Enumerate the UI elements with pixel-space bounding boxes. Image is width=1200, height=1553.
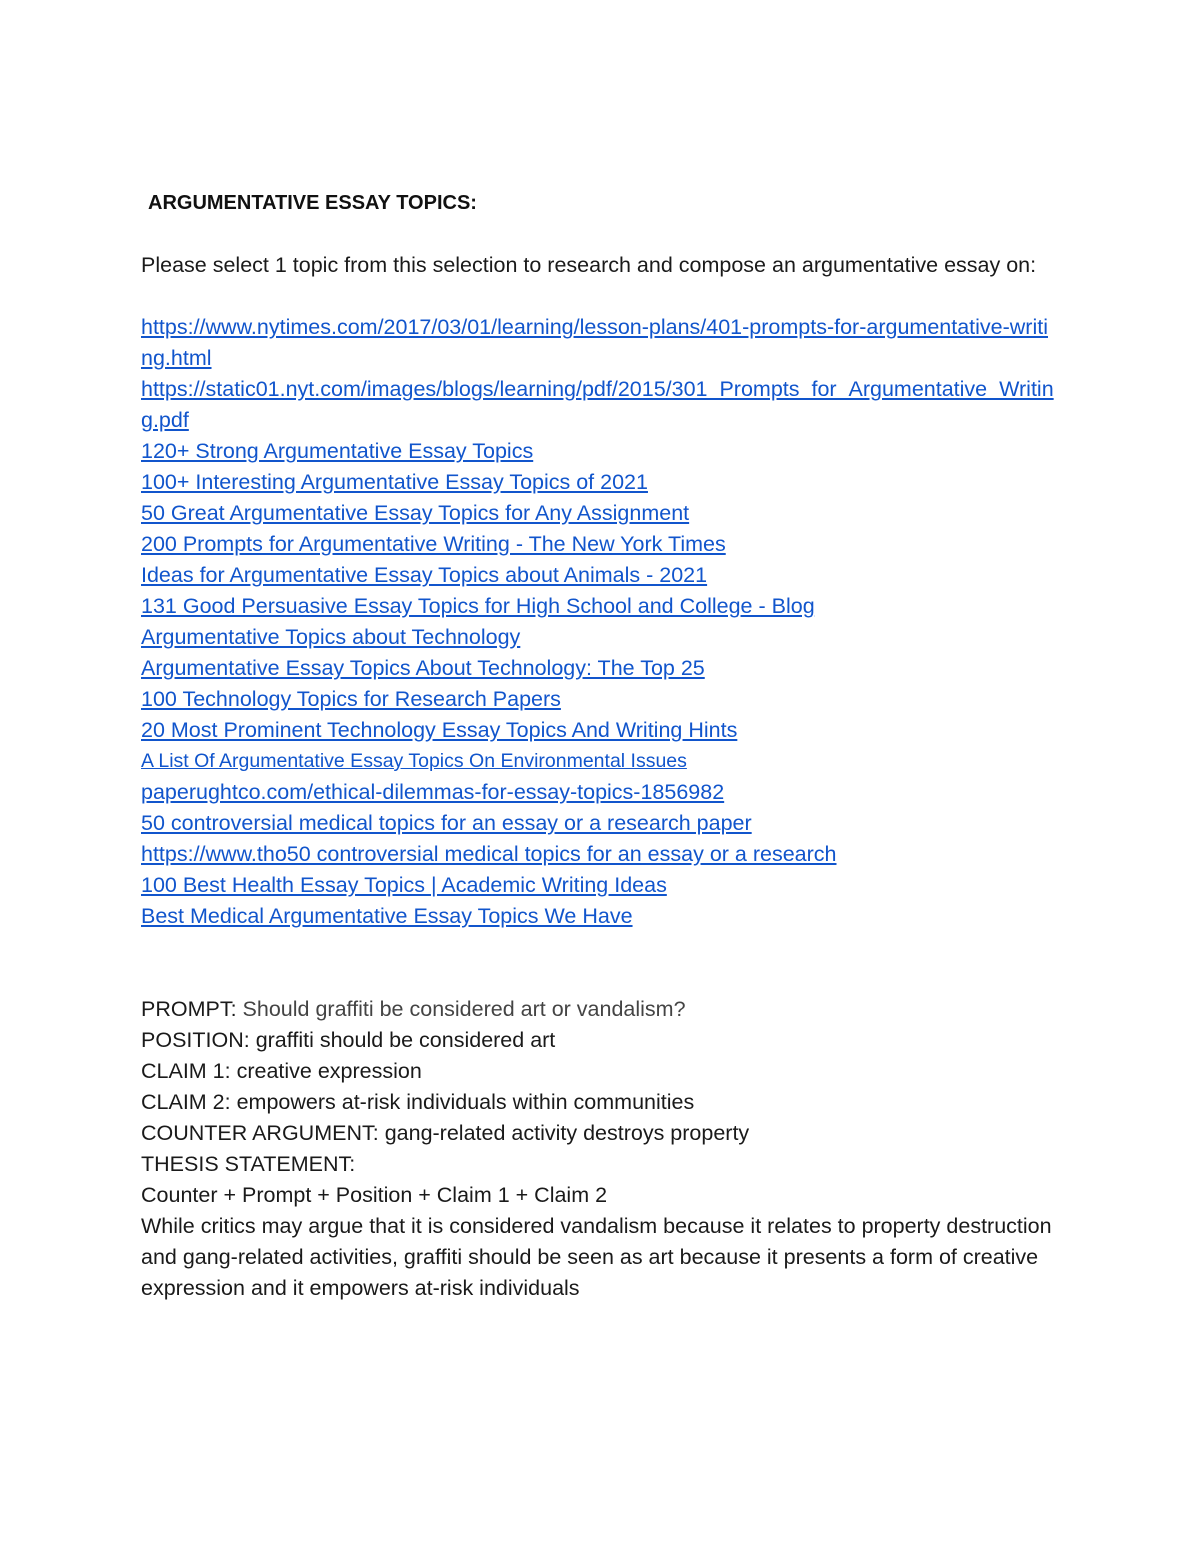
link-100-interesting-topics[interactable]: 100+ Interesting Argumentative Essay Topics of 2021 — [141, 470, 648, 494]
prompt-line — [141, 994, 1061, 1025]
topic-links-list — [141, 312, 1061, 932]
link-best-medical-topics[interactable]: Best Medical Argumentative Essay Topics We Have — [141, 904, 633, 928]
link-medical-topics-url[interactable]: https://www.tho50 controversial medical topics for an essay or a research — [141, 842, 837, 866]
document-heading: ARGUMENTATIVE ESSAY TOPICS: — [148, 192, 477, 214]
intro-paragraph: Please select 1 topic from this selection to research and compose an argumentative essay on: — [141, 253, 1037, 277]
link-50-great-topics[interactable]: 50 Great Argumentative Essay Topics for Any Assignment — [141, 501, 690, 525]
link-50-medical-topics[interactable]: 50 controversial medical topics for an essay or a research paper — [141, 811, 752, 835]
counter-label: COUNTER ARGUMENT: — [141, 1121, 379, 1145]
link-131-persuasive-topics[interactable]: 131 Good Persuasive Essay Topics for High School and College - Blog — [141, 594, 815, 618]
prompt-label: PROMPT: — [141, 997, 237, 1021]
claim1-line — [141, 1056, 1061, 1087]
link-nytimes-401-prompts[interactable]: https://www.nytimes.com/2017/03/01/learning/lesson-plans/401-prompts-for-argumentative-writing.html — [141, 315, 1048, 370]
claim2-value: empowers at-risk individuals within communities — [230, 1090, 695, 1114]
position-value: graffiti should be considered art — [249, 1028, 556, 1052]
claim1-value: creative expression — [230, 1059, 422, 1083]
link-200-prompts-nyt[interactable]: 200 Prompts for Argumentative Writing - The New York Times — [141, 532, 726, 556]
position-line — [141, 1025, 1061, 1056]
link-technology-topics[interactable]: Argumentative Topics about Technology — [141, 625, 521, 649]
claim2-label: CLAIM 2: — [141, 1090, 231, 1114]
prompt-value: Should graffiti be considered art or vandalism? — [236, 997, 686, 1021]
thesis-label: THESIS STATEMENT: — [141, 1152, 356, 1176]
thesis-statement: While critics may argue that it is considered vandalism because it relates to property destruction and gang-related activities, graffiti should be seen as art because it presents a form of creative expression and it empowers at-risk individuals — [141, 1214, 1052, 1300]
document-body — [141, 188, 1061, 1304]
link-ethical-dilemmas[interactable]: paperughtco.com/ethical-dilemmas-for-essay-topics-1856982 — [141, 780, 725, 804]
link-20-technology-topics[interactable]: 20 Most Prominent Technology Essay Topics And Writing Hints — [141, 718, 738, 742]
link-technology-top-25[interactable]: Argumentative Essay Topics About Technology: The Top 25 — [141, 656, 705, 680]
link-nyt-301-prompts-pdf[interactable]: https://static01.nyt.com/images/blogs/learning/pdf/2015/301_Prompts_for_Argumentative_Writing.pdf — [141, 377, 1054, 432]
link-animals-topics[interactable]: Ideas for Argumentative Essay Topics about Animals - 2021 — [141, 563, 708, 587]
link-100-health-topics[interactable]: 100 Best Health Essay Topics | Academic Writing Ideas — [141, 873, 667, 897]
link-environmental-topics[interactable]: A List Of Argumentative Essay Topics On Environmental Issues — [141, 750, 687, 772]
counter-argument-line — [141, 1118, 1061, 1149]
counter-value: gang-related activity destroys property — [378, 1121, 750, 1145]
claim2-line — [141, 1087, 1061, 1118]
claim1-label: CLAIM 1: — [141, 1059, 231, 1083]
link-120-strong-topics[interactable]: 120+ Strong Argumentative Essay Topics — [141, 439, 534, 463]
position-label: POSITION: — [141, 1028, 250, 1052]
thesis-formula: Counter + Prompt + Position + Claim 1 + Claim 2 — [141, 1183, 608, 1207]
link-100-technology-topics[interactable]: 100 Technology Topics for Research Papers — [141, 687, 561, 711]
